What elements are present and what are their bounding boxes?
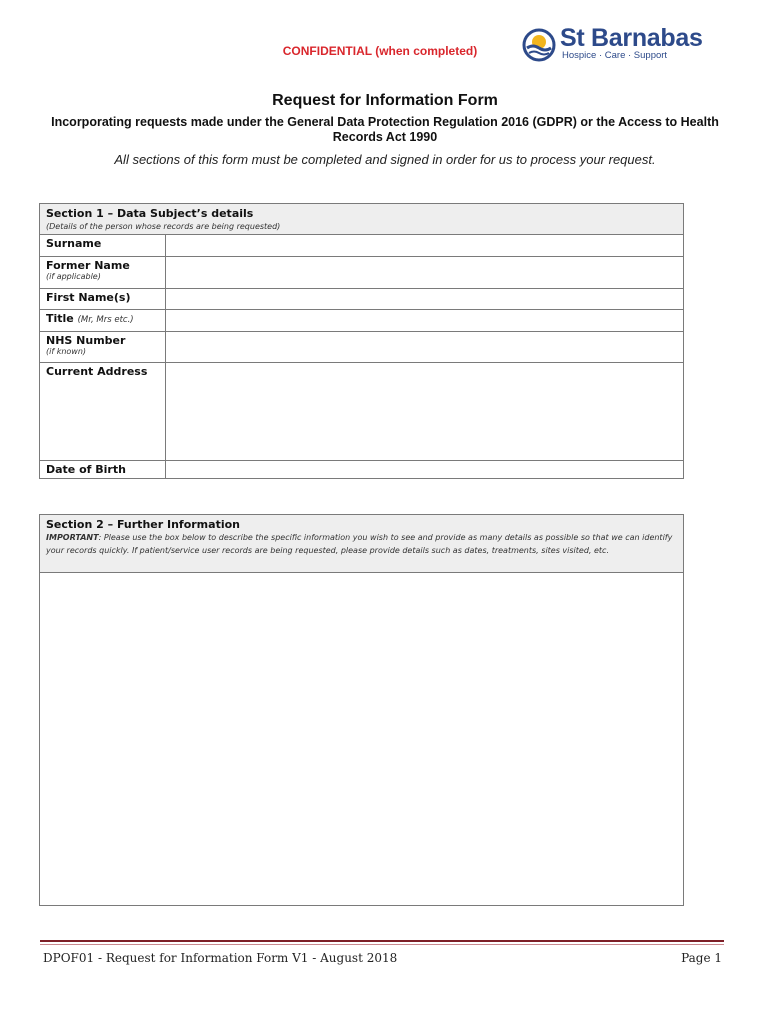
- section1-box: [39, 203, 684, 479]
- field-label-cell: [40, 235, 166, 256]
- date-of-birth-input[interactable]: [166, 461, 683, 478]
- important-label: IMPORTANT: [46, 533, 99, 542]
- field-label-cell: [40, 363, 166, 460]
- logo-tagline: Hospice · Care · Support: [562, 50, 668, 61]
- current-address-label: Current Address: [46, 365, 148, 378]
- title-label: [46, 312, 159, 325]
- section1-title: Section 1 – Data Subject’s details: [46, 207, 254, 220]
- footer-document-ref: DPOF01 - Request for Information Form V1 - August 2018: [43, 951, 398, 965]
- form-title: Request for Information Form: [272, 92, 498, 109]
- field-label-cell: [40, 461, 166, 478]
- first-names-input[interactable]: [166, 289, 683, 309]
- footer-page-number: Page 1: [681, 951, 722, 965]
- former-name-input[interactable]: [166, 257, 683, 288]
- footer-rule: [40, 940, 724, 942]
- nhs-number-hint: (if known): [46, 347, 87, 356]
- field-row-first-names: [40, 289, 683, 310]
- st-barnabas-logo: [522, 26, 712, 64]
- field-row-title: [40, 310, 683, 332]
- field-row-current-address: [40, 363, 683, 461]
- current-address-input[interactable]: [166, 363, 683, 460]
- confidential-notice: CONFIDENTIAL (when completed): [282, 44, 478, 58]
- footer-rule-thin: [40, 944, 724, 945]
- section2-box: [39, 514, 684, 906]
- field-row-nhs-number: [40, 332, 683, 363]
- section1-note: (Details of the person whose records are being requested): [46, 222, 281, 231]
- field-label-cell: [40, 310, 166, 331]
- further-information-textarea[interactable]: [40, 573, 683, 905]
- title-input[interactable]: [166, 310, 683, 331]
- field-row-date-of-birth: [40, 461, 683, 478]
- form-subtitle: Incorporating requests made under the General Data Protection Regulation 2016 (GDPR) or the Access to Health Records Act 1990: [51, 115, 719, 144]
- form-instruction: All sections of this form must be completed and signed in order for us to process your request.: [114, 152, 656, 167]
- former-name-label: Former Name: [46, 259, 130, 272]
- nhs-number-label: NHS Number: [46, 334, 126, 347]
- field-row-surname: [40, 235, 683, 257]
- date-of-birth-label: Date of Birth: [46, 463, 126, 476]
- section1-header: [40, 204, 683, 235]
- field-label-cell: [40, 289, 166, 309]
- logo-mark-icon: [522, 28, 556, 62]
- surname-input[interactable]: [166, 235, 683, 256]
- important-text: : Please use the box below to describe the specific information you wish to see and provide as many details as possible so that we can identify your records quickly. If patient/service user records are being requested, please provide details such as dates, treatments, sites visited, etc.: [46, 533, 673, 555]
- nhs-number-input[interactable]: [166, 332, 683, 362]
- field-row-former-name: [40, 257, 683, 289]
- section2-note: [46, 531, 677, 557]
- title-label-text: Title: [46, 312, 74, 325]
- section2-header: [40, 515, 683, 573]
- section2-title: Section 2 – Further Information: [46, 518, 240, 531]
- title-hint: (Mr, Mrs etc.): [77, 315, 134, 325]
- former-name-hint: (if applicable): [46, 272, 101, 281]
- first-names-label: First Name(s): [46, 291, 131, 304]
- logo-name: St Barnabas: [560, 24, 703, 52]
- field-label-cell: [40, 257, 166, 288]
- surname-label: Surname: [46, 237, 102, 250]
- field-label-cell: [40, 332, 166, 362]
